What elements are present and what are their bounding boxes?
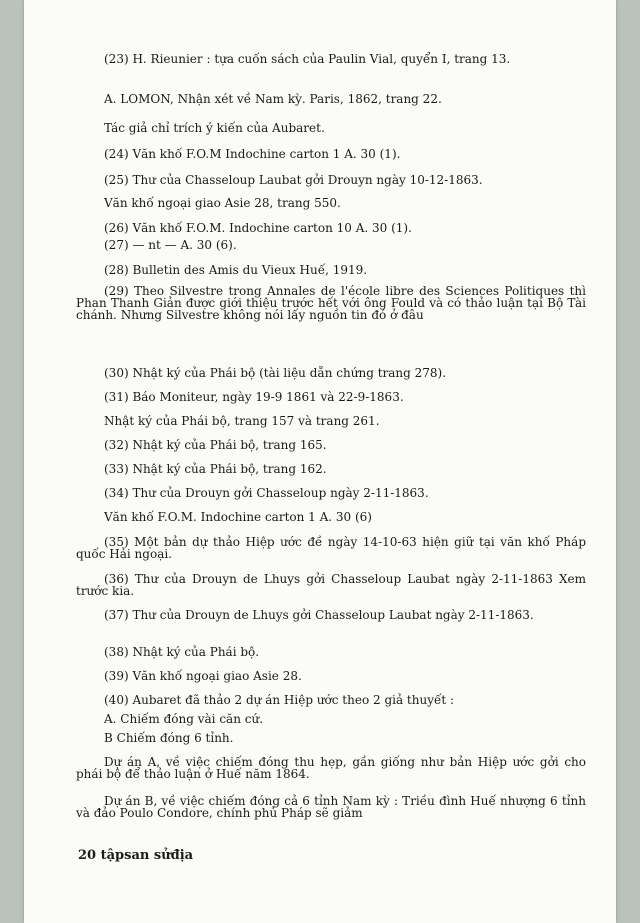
footnote-line: (24) Văn khố F.O.M Indochine carton 1 A. 30 (1). bbox=[104, 147, 401, 161]
footnote-line: Văn khố ngoại giao Asie 28, trang 550. bbox=[104, 196, 341, 210]
footnote-line: (26) Văn khố F.O.M. Indochine carton 10 A. 30 (1). bbox=[104, 221, 412, 235]
footnote-line: (40) Aubaret đã thảo 2 dự án Hiệp ước theo 2 giả thuyết : bbox=[104, 693, 455, 707]
footnote-line: (37) Thư của Drouyn de Lhuys gởi Chasseloup Laubat ngày 2-11-1863. bbox=[104, 608, 534, 622]
footnote-line: Dự án A, về việc chiếm đóng thu hẹp, gần giống như bản Hiệp ước gởi cho phái bộ để thảo luận ở Huế năm 1864. bbox=[76, 755, 586, 781]
footnote-line: (25) Thư của Chasseloup Laubat gởi Drouyn ngày 10-12-1863. bbox=[104, 173, 483, 187]
footnote-line: (28) Bulletin des Amis du Vieux Huế, 1919. bbox=[104, 263, 368, 277]
footnote-line: (23) H. Rieunier : tựa cuốn sách của Paulin Vial, quyển I, trang 13. bbox=[104, 52, 511, 66]
footnote-line: A. LOMON, Nhận xét về Nam kỳ. Paris, 1862, trang 22. bbox=[104, 92, 442, 106]
footnote-line: Nhật ký của Phái bộ, trang 157 và trang 261. bbox=[104, 414, 380, 428]
footnote-line: Văn khố F.O.M. Indochine carton 1 A. 30 (6) bbox=[104, 510, 372, 524]
footnote-line: (32) Nhật ký của Phái bộ, trang 165. bbox=[104, 438, 327, 452]
footnote-line: (35) Một bản dự thảo Hiệp ước đề ngày 14-10-63 hiện giữ tại văn khố Pháp quốc Hải ngoại. bbox=[76, 535, 586, 561]
footnote-line: (36) Thư của Drouyn de Lhuys gởi Chasseloup Laubat ngày 2-11-1863 Xem trước kia. bbox=[76, 572, 586, 598]
page bbox=[24, 0, 616, 923]
footnote-line: (33) Nhật ký của Phái bộ, trang 162. bbox=[104, 462, 327, 476]
footnote-line: A. Chiếm đóng vài căn cứ. bbox=[104, 712, 264, 726]
footnote-line: (30) Nhật ký của Phái bộ (tài liệu dẫn chứng trang 278). bbox=[104, 366, 447, 380]
page-footer: 20 tậpsan sửđịa bbox=[78, 848, 194, 863]
footnote-line: (31) Báo Moniteur, ngày 19-9 1861 và 22-9-1863. bbox=[104, 390, 404, 404]
footnote-line: (39) Văn khố ngoại giao Asie 28. bbox=[104, 669, 302, 683]
footnote-line: (29) Theo Silvestre trong Annales de l'école libre des Sciences Politiques thì Phan Thanh Giản được giới thiệu trước hết với ông Fould và có thảo luận tại Bộ Tài chánh. Nhưng Silvestre không nói lấy nguồn tin đó ở đâu bbox=[76, 284, 586, 322]
footnote-line: (38) Nhật ký của Phái bộ. bbox=[104, 645, 260, 659]
footnote-line: Dự án B, về việc chiếm đóng cả 6 tỉnh Nam kỳ : Triều đình Huế nhượng 6 tỉnh và đảo Poulo Condore, chính phủ Pháp sẽ giảm bbox=[76, 794, 586, 820]
footnote-line: (27) — nt — A. 30 (6). bbox=[104, 238, 237, 252]
footnote-line: (34) Thư của Drouyn gởi Chasseloup ngày 2-11-1863. bbox=[104, 486, 429, 500]
footnote-line: Tác giả chỉ trích ý kiến của Aubaret. bbox=[104, 121, 325, 135]
footnote-line: B Chiếm đóng 6 tỉnh. bbox=[104, 731, 234, 745]
